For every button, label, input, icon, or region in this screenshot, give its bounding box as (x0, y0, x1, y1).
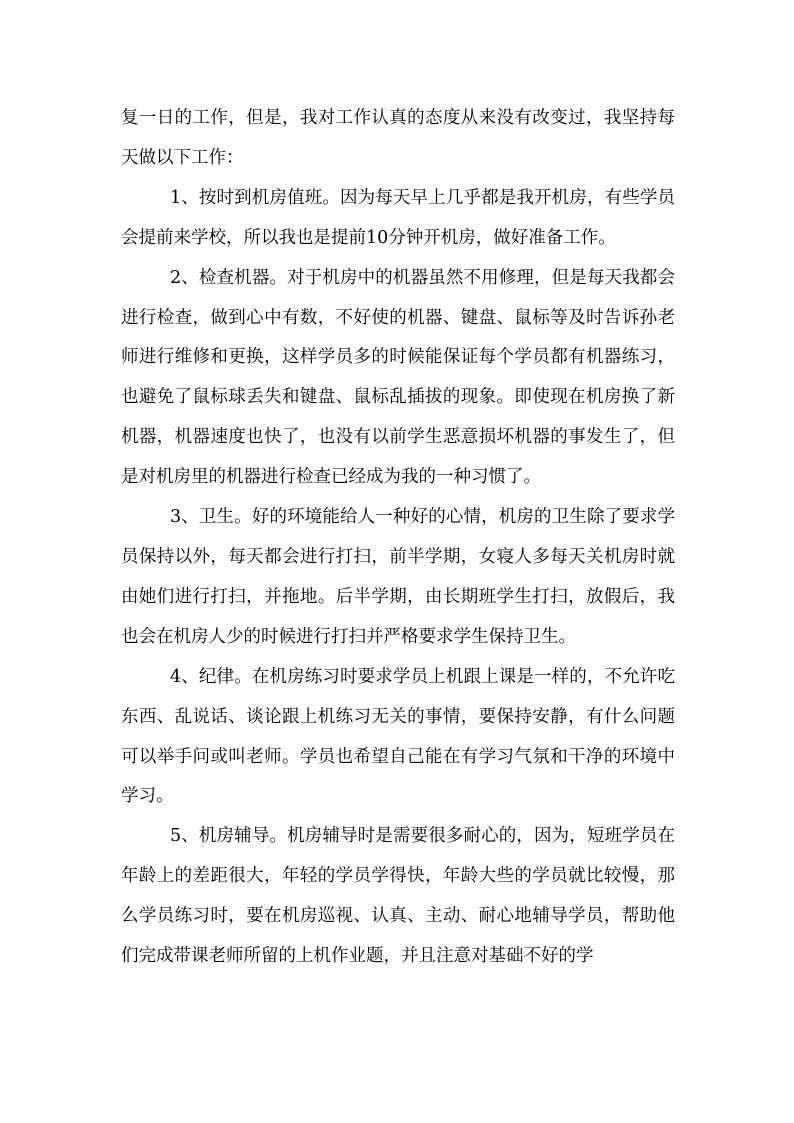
paragraph-item-3-hygiene: 3、卫生。好的环境能给人一种好的心情，机房的卫生除了要求学员保持以外，每天都会进行打扫，前半学期，女寝人多每天关机房时就由她们进行打扫，并拖地。后半学期，由长期班学生打扫，放假后，我也会在机房人少的时候进行打扫并严格要求学生保持卫生。 (121, 507, 675, 647)
paragraph-continuation: 复一日的工作，但是，我对工作认真的态度从来没有改变过，我坚持每天做以下工作： (121, 108, 675, 168)
paragraph-item-5-tutoring: 5、机房辅导。机房辅导时是需要很多耐心的，因为，短班学员在年龄上的差距很大，年轻的学员学得快，年龄大些的学员就比较慢，那么学员练习时，要在机房巡视、认真、主动、耐心地辅导学员，帮助他们完成带课老师所留的上机作业题，并且注意对基础不好的学 (121, 826, 675, 967)
paragraph-item-1-duty: 1、按时到机房值班。因为每天早上几乎都是我开机房，有些学员会提前来学校，所以我也是提前10分钟开机房，做好准备工作。 (121, 187, 675, 248)
paragraph-item-2-inspection: 2、检查机器。对于机房中的机器虽然不用修理，但是每天我都会进行检查，做到心中有数，不好使的机器、键盘、鼠标等及时告诉孙老师进行维修和更换，这样学员多的时候能保证每个学员都有机器练习，也避免了鼠标球丢失和键盘、鼠标乱插拔的现象。即使现在机房换了新机器，机器速度也快了，也没有以前学生恶意损坏机器的事发生了，但是对机房里的机器进行检查已经成为我的一种习惯了。 (121, 267, 675, 488)
paragraph-item-4-discipline: 4、纪律。在机房练习时要求学员上机跟上课是一样的，不允许吃东西、乱说话、谈论跟上机练习无关的事情，要保持安静，有什么问题可以举手问或叫老师。学员也希望自己能在有学习气氛和干净的环境中学习。 (121, 666, 675, 807)
document-body (121, 99, 675, 977)
